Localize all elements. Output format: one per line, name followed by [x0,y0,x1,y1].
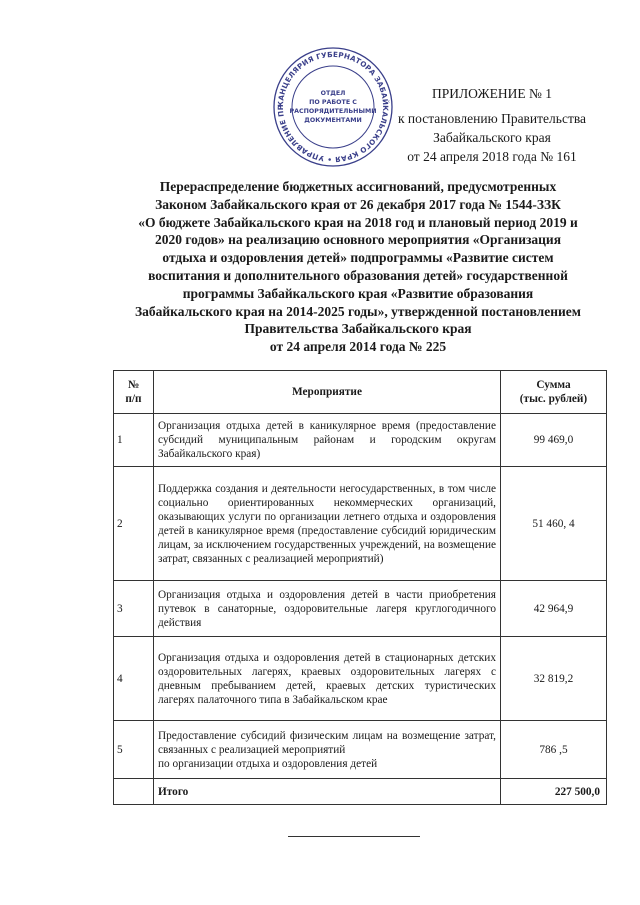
total-num-cell [114,779,154,805]
office-stamp [272,46,394,168]
total-label: Итого [154,779,501,805]
row-num: 2 [114,467,154,581]
row-event: Организация отдыха детей в каникулярное время (предоставление субсидий муниципальным районам и городским округам Забайкальского края) [154,414,501,467]
row-num: 1 [114,414,154,467]
row-sum: 32 819,2 [501,637,607,721]
stamp-center-line: ПО РАБОТЕ С [309,99,357,106]
table-total-row [114,779,607,805]
table-row [114,414,607,467]
table-row [114,721,607,779]
row-num: 4 [114,637,154,721]
title-line: от 24 апреля 2014 года № 225 [269,339,447,355]
title-line: 2020 годов» на реализацию основного мероприятия «Организация [154,232,562,248]
appendix-ref: к постановлению Правительства [397,111,587,126]
appendix-header [394,84,590,166]
title-line: Законом Забайкальского края от 26 декабря 2017 года № 1544-ЗЗК [155,196,561,212]
title-line: отдыха и оздоровления детей» подпрограммы «Развитие систем [162,250,554,266]
budget-table [113,370,607,805]
row-num: 3 [114,581,154,637]
row-sum: 786 ,5 [501,721,607,779]
row-num: 5 [114,721,154,779]
row-event: Поддержка создания и деятельности негосударственных, в том числе социально ориентированных некоммерческих организаций, оказывающих услуги по организации летнего отдыха и оздоровления детей в каникулярное время (предоставление субсидий юридическим лицам, за исключением государственных учреждений, на возмещение затрат, связанных с реализацией мероприятий) [154,467,501,581]
header-event: Мероприятие [154,371,501,414]
title-line: программы Забайкальского края «Развитие образования [182,285,534,301]
row-sum: 51 460, 4 [501,467,607,581]
total-sum: 227 500,0 [501,779,607,805]
row-event: Организация отдыха и оздоровления детей в стационарных детских оздоровительных лагерях, краевых оздоровительных лагерях с дневным пребыванием детей, краевых детских туристических лагерях палаточного типа в Забайкальском крае [154,637,501,721]
title-line: Перераспределение бюджетных ассигнований, предусмотренных [159,179,557,194]
row-event: Предоставление субсидий физическим лицам на возмещение затрат, связанных с реализацией мероприятий по организации отдыха и оздоровления детей [154,721,501,779]
header-sum: Сумма (тыс. рублей) [501,371,607,414]
stamp-center-line: ДОКУМЕНТАМИ [304,117,362,124]
title-line: «О бюджете Забайкальского края на 2018 год и плановый период 2019 и [138,214,578,230]
header-num: № п/п [114,371,154,414]
title-line: воспитания и дополнительного образования детей» государственной [148,267,568,283]
appendix-date: от 24 апреля 2018 года № 161 [407,149,577,164]
stamp-center-line: ОТДЕЛ [320,90,346,97]
document-title [100,178,616,356]
stamp-ring-text: КАНЦЕЛЯРИЯ ГУБЕРНАТОРА ЗАБАЙКАЛЬСКОГО КРАЯ • УПРАВЛЕНИЕ ПР [275,49,391,165]
appendix-region: Забайкальского края [433,130,551,145]
row-event: Организация отдыха и оздоровления детей в части приобретения путевок в санаторные, оздоровительные лагеря круглогодичного действия [154,581,501,637]
table-row [114,637,607,721]
appendix-number: ПРИЛОЖЕНИЕ № 1 [431,86,553,101]
title-line: Правительства Забайкальского края [244,321,472,337]
table-row [114,581,607,637]
title-line: Забайкальского края на 2014-2025 годы», утвержденной постановлением [134,303,581,319]
table-header-row [114,371,607,414]
table-row [114,467,607,581]
bottom-divider [288,836,420,837]
row-sum: 42 964,9 [501,581,607,637]
stamp-center-line: РАСПОРЯДИТЕЛЬНЫМИ [289,108,377,115]
row-sum: 99 469,0 [501,414,607,467]
